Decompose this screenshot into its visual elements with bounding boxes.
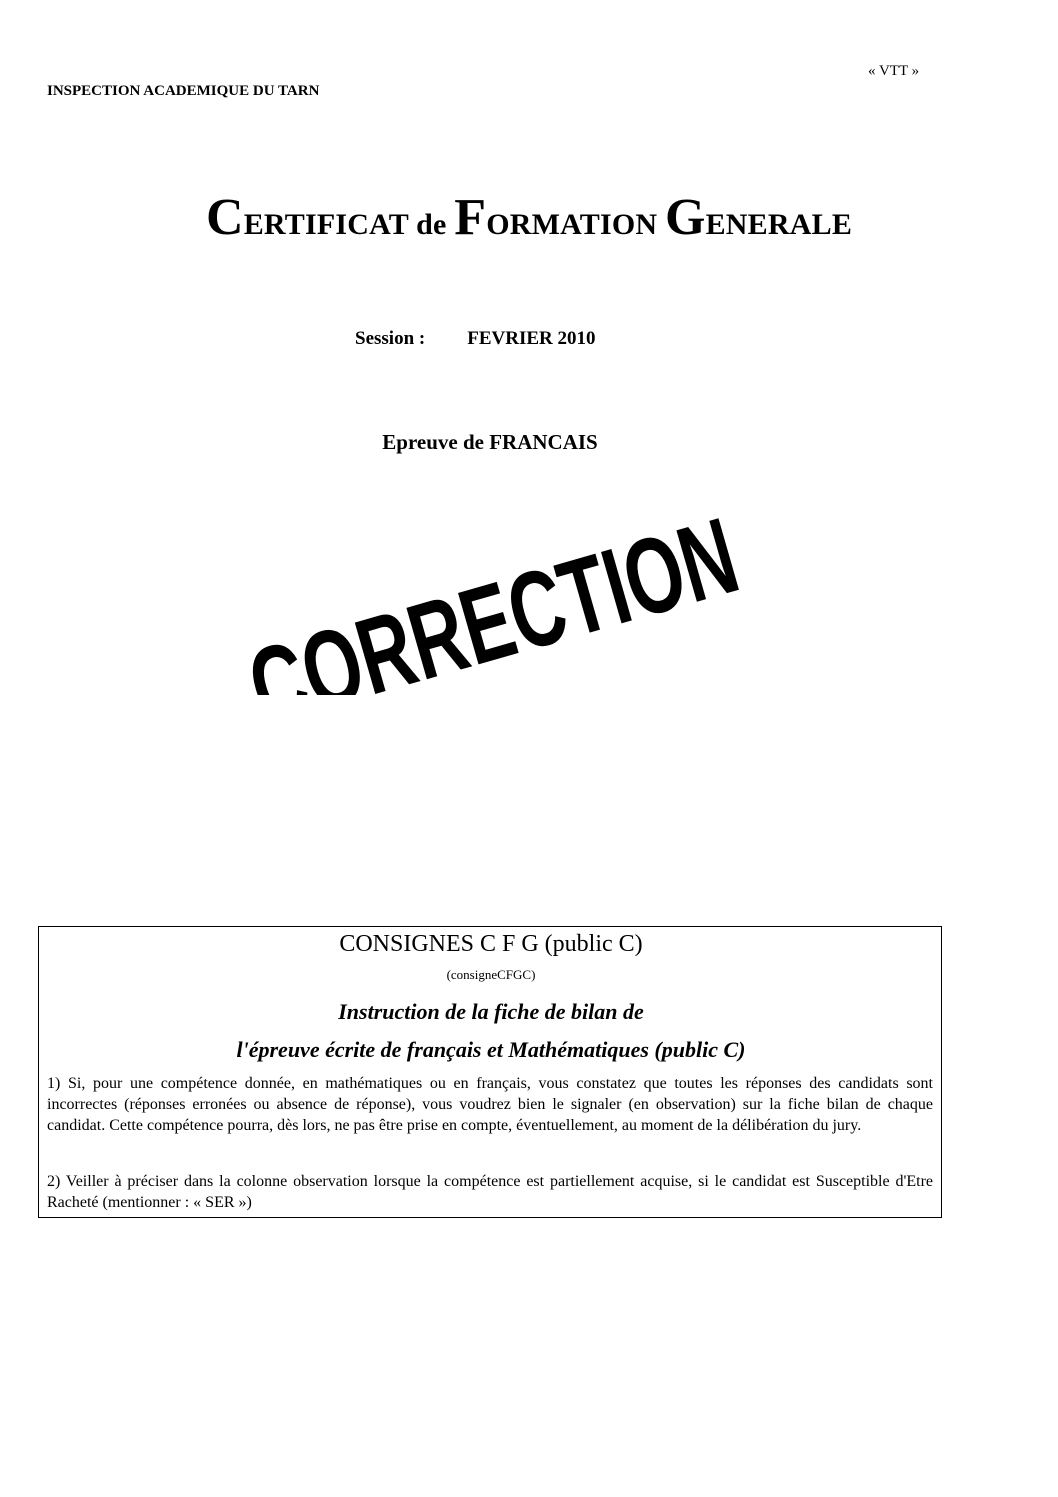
consigne-paragraph-2: 2) Veiller à préciser dans la colonne observation lorsque la compétence est partiellement acquise, si le candidat est Susceptible d'Etre Racheté (mentionner : « SER ») xyxy=(47,1173,933,1211)
consignes-heading: CONSIGNES C F G (public C) xyxy=(339,931,643,957)
correction-stamp xyxy=(222,455,742,695)
title-initial-f: F xyxy=(454,189,487,246)
epreuve-title: Epreuve de FRANCAIS xyxy=(382,430,598,454)
title-initial-c: C xyxy=(205,189,244,246)
title-initial-g: G xyxy=(664,189,706,246)
inspection-header: INSPECTION ACADEMIQUE DU TARN xyxy=(47,83,320,99)
consignes-box xyxy=(38,926,942,1218)
correction-stamp-text: CORRECTION xyxy=(236,455,742,695)
instruction-line-2: l'épreuve écrite de français et Mathématiques (public C) xyxy=(236,1037,746,1062)
title-word-certificat: ERTIFICAT xyxy=(243,208,409,241)
vtt-label: « VTT » xyxy=(868,63,920,79)
consignes-code: (consigneCFGC) xyxy=(446,967,536,982)
session-value: FEVRIER 2010 xyxy=(467,328,596,349)
title-word-de: de xyxy=(416,208,447,241)
title-word-formation: ORMATION xyxy=(486,208,658,241)
instruction-line-1: Instruction de la fiche de bilan de xyxy=(338,999,644,1024)
consigne-paragraph-1: 1) Si, pour une compétence donnée, en mathématiques ou en français, vous constatez que toutes les réponses des candidats sont incorrectes (réponses erronées ou absence de réponse), vous voudrez bien le signaler (en observation) sur la fiche bilan de chaque candidat. Cette compétence pourra, dès lors, ne pas être prise en compte, éventuellement, au moment de la délibération du jury. xyxy=(47,1075,933,1134)
session-line xyxy=(355,328,595,350)
title-word-generale: ENERALE xyxy=(705,208,853,241)
page-title xyxy=(0,188,1058,247)
session-label: Session : xyxy=(355,328,426,349)
